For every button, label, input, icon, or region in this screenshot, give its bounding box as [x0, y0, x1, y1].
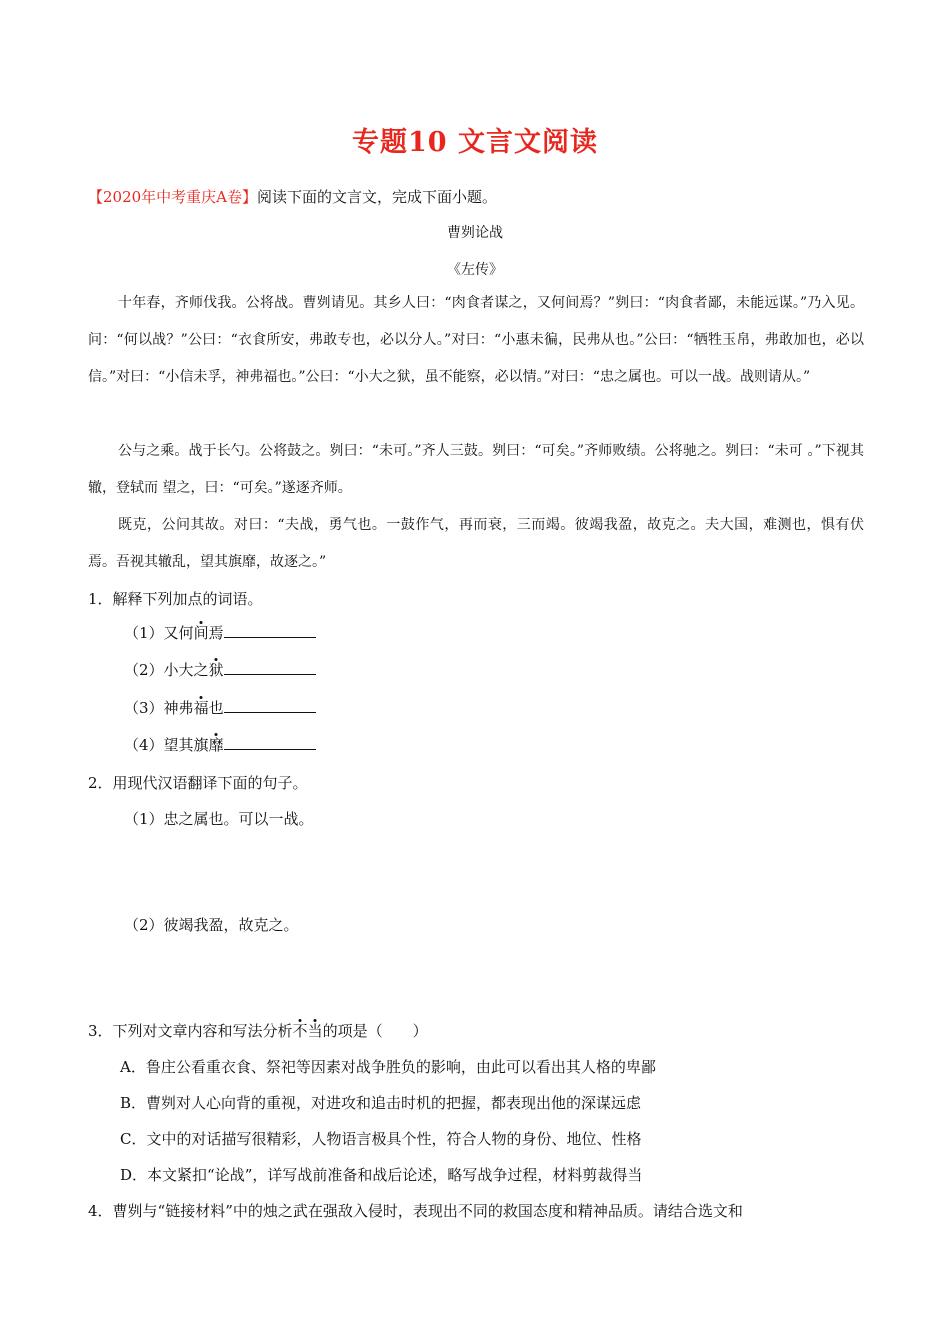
- option-c[interactable]: C．文中的对话描写很精彩，人物语言极具个性，符合人物的身份、地位、性格: [120, 1130, 642, 1148]
- source-tag: 【2020年中考重庆A卷】: [88, 188, 258, 206]
- intro-line: [88, 186, 497, 207]
- emphasis-dot-char: 间: [193, 624, 209, 642]
- emphasis-dot-char: 不: [292, 1022, 308, 1040]
- passage-title: 曹刿论战: [447, 225, 503, 241]
- answer-blank[interactable]: [224, 636, 316, 638]
- intro-text: 阅读下面的文言文，完成下面小题。: [257, 188, 498, 206]
- passage-paragraph-3: 既克，公问其故。对曰：“夫战，勇气也。一鼓作气，再而衰，三而竭。彼竭我盈，故克之。夫大国，难测也，惧有伏焉。吾视其辙乱，望其旗靡，故逐之。”: [88, 517, 864, 570]
- answer-blank[interactable]: [224, 711, 316, 713]
- question-1-stem: 1．解释下列加点的词语。: [88, 590, 263, 608]
- option-a[interactable]: A．鲁庄公看重衣食、祭祀等因素对战争胜负的影响，由此可以看出其人格的卑鄙: [120, 1058, 656, 1076]
- option-d[interactable]: D．本文紧扣“论战”，详写战前准备和战后论述，略写战争过程，材料剪裁得当: [120, 1166, 643, 1184]
- question-1-item: （4）望其旗靡: [124, 734, 316, 755]
- question-2-item: （2）彼竭我盈，故克之。: [124, 916, 299, 934]
- question-3-stem: 3．下列对文章内容和写法分析不当的项是（ ）: [88, 1022, 428, 1040]
- emphasis-dot-char: 狱: [208, 661, 224, 679]
- question-1-item: （2）小大之狱: [124, 659, 316, 680]
- page-title: 专题10 文言文阅读: [352, 127, 598, 158]
- answer-blank[interactable]: [224, 748, 316, 750]
- answer-blank[interactable]: [224, 673, 316, 675]
- question-4-stem: 4．曹刿与“链接材料”中的烛之武在强敌入侵时，表现出不同的救国态度和精神品质。请结合选文和: [88, 1202, 743, 1220]
- question-2-stem: 2．用现代汉语翻译下面的句子。: [88, 774, 308, 792]
- passage-paragraph-1: 十年春，齐师伐我。公将战。曹刿请见。其乡人曰：“肉食者谋之，又何间焉？”刿曰：“肉食者鄙，未能远谋。”乃入见。问：“何以战？”公曰：“衣食所安，弗敢专也，必以分人。”对曰：“小惠未徧，民弗从也。”公曰：“牺牲玉帛，弗敢加也，必以信。”对曰：“小信未孚，神弗福也。”公曰：“小大之狱，虽不能察，必以情。”对曰：“忠之属也。可以一战。战则请从。”: [88, 295, 864, 385]
- passage-source: 《左传》: [447, 262, 503, 278]
- question-2-item: （1）忠之属也。可以一战。: [124, 810, 314, 828]
- question-1-item: （1）又何间焉: [124, 622, 316, 643]
- option-b[interactable]: B．曹刿对人心向背的重视，对进攻和追击时机的把握，都表现出他的深谋远虑: [120, 1094, 642, 1112]
- question-1-item: （3）神弗福也: [124, 697, 316, 718]
- emphasis-dot-char: 靡: [208, 736, 224, 754]
- emphasis-dot-char: 福: [193, 699, 209, 717]
- emphasis-dot-char: 当: [307, 1022, 323, 1040]
- passage-paragraph-2: 公与之乘。战于长勺。公将鼓之。刿曰：“未可。”齐人三鼓。刿曰：“可矣。”齐师败绩。公将驰之。刿曰：“未可 。”下视其辙，登轼而 望之，曰：“可矣。”遂逐齐师。: [88, 443, 864, 496]
